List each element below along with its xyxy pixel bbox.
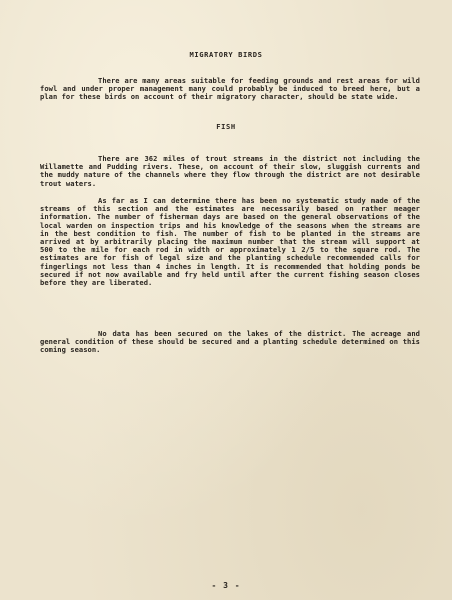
paragraph-lakes: No data has been secured on the lakes of the district. The acreage and general condition of these should be secured and a planting schedule determined on this coming season.	[40, 329, 420, 355]
paragraph-estimates: As far as I can determine there has been no systematic study made of the streams of this section and the estimates are necessarily based on rather meager information. The number of fisherman days are based on the general observations of the local warden on inspection trips and his knowledge of the seasons when the streams are in the best condition to fish. The number of fish to be planted in the streams are arrived at by arbitrarily placing the maximum number that the stream will support at 500 to the mile for each rod in width or approximately 1 2/5 to the square rod. The estimates are for fish of legal size and the planting schedule recommended calls for fingerlings not less than 4 inches in length. It is recommended that holding ponds be secured if not now available and fry held until after the current fishing season closes before they are liberated.	[40, 196, 420, 288]
paragraph-trout-streams: There are 362 miles of trout streams in the district not including the Willamette and Pudding rivers. These, on account of their slow, sluggish currents and the muddy nature of the channels where they flow through the district are not desirable trout waters.	[40, 154, 420, 188]
section-heading-fish: FISH	[216, 122, 236, 131]
paragraph-migratory-birds: There are many areas suitable for feeding grounds and rest areas for wild fowl and under proper management many could probably be induced to breed here, but a plan for these birds on account of their migratory character, should be state wide.	[40, 76, 420, 102]
page-number: - 3 -	[211, 581, 241, 590]
section-heading-migratory-birds: MIGRATORY BIRDS	[189, 50, 263, 59]
